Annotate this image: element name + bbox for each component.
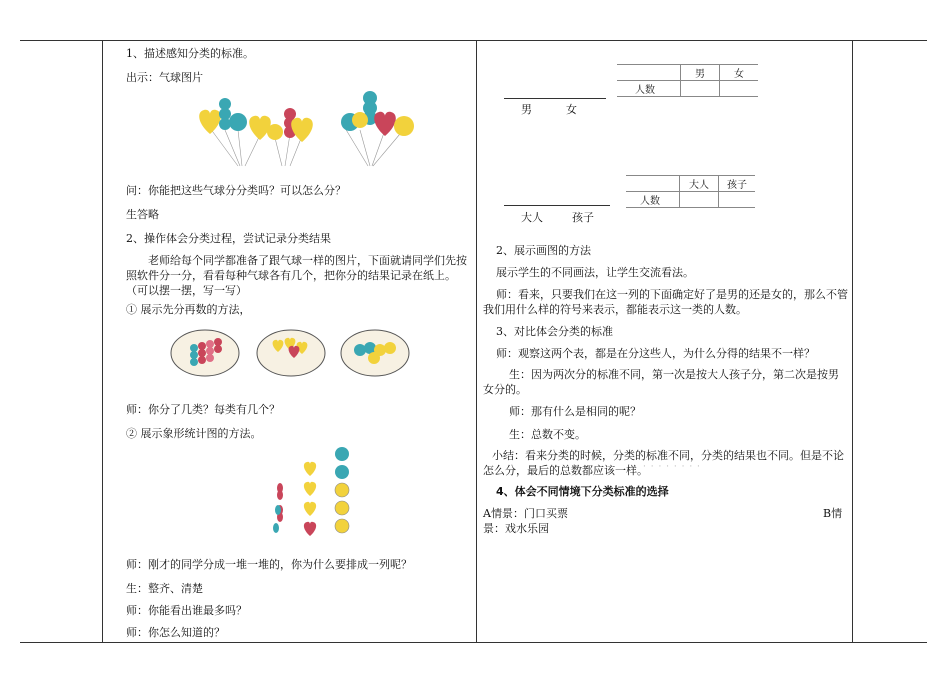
- gender-label-female: 女: [566, 103, 577, 116]
- right-section4-title: 4、体会不同情境下分类标准的选择: [496, 485, 669, 498]
- table-cell: [720, 81, 759, 97]
- age-table: [626, 175, 755, 208]
- table-cell: 孩子: [719, 176, 756, 192]
- col-divider-2: [476, 40, 477, 643]
- table-bottom-border: [20, 642, 927, 643]
- table-top-border: [20, 40, 927, 41]
- table-cell: [626, 176, 680, 192]
- right-section2-teacher: 师：看来，只要我们在这一列的下面确定好了是男的还是女的，那么不管我们用什么样的符号来表示，都能表示这一类的人数。: [483, 288, 848, 316]
- right-section3-question: 师：观察这两个表，都是在分这些人，为什么分得的结果不一样？: [496, 347, 815, 360]
- age-line: [504, 205, 610, 206]
- gender-table: [617, 64, 758, 97]
- age-label-child: 孩子: [572, 211, 594, 224]
- col-divider-3: [852, 40, 853, 643]
- method-1-label: ① 展示先分再数的方法，: [126, 303, 251, 316]
- right-section3-title: 3、对比体会分类的标准: [496, 325, 613, 338]
- section2-title: 2、操作体会分类过程，尝试记录分类结果: [126, 232, 331, 245]
- gender-line: [504, 98, 606, 99]
- right-section3-answer: 生：因为两次分的标准不同，第一次是按大人孩子分，第二次是按男女分的。: [483, 368, 839, 396]
- grouped-balloons-picture: [170, 328, 415, 378]
- method-2-label: ② 展示象形统计图的方法。: [126, 427, 262, 440]
- balloon-show-label: 出示：气球图片: [126, 71, 203, 84]
- question-3: 师：刚才的同学分成一堆一堆的，你为什么要排成一列呢？: [126, 558, 412, 571]
- question-5: 师：你怎么知道的？: [126, 626, 225, 639]
- age-label-adult: 大人: [521, 211, 543, 224]
- right-section2-title: 2、展示画图的方法: [496, 244, 591, 257]
- question-2: 师：你分了几类？每类有几个？: [126, 403, 280, 416]
- gender-label-male: 男: [521, 103, 532, 116]
- table-cell: 大人: [680, 176, 719, 192]
- table-cell: 男: [681, 65, 720, 81]
- table-cell: [719, 192, 756, 208]
- table-cell: 人数: [617, 81, 681, 97]
- right-section3-answer-2: 生：总数不变。: [509, 428, 586, 441]
- right-section3-question-2: 师：那有什么是相同的呢？: [509, 405, 641, 418]
- section1-title: 1、描述感知分类的标准。: [126, 47, 254, 60]
- pictograph-chart: [270, 446, 360, 541]
- scenario-b: B情: [823, 507, 843, 520]
- table-cell: [617, 65, 681, 81]
- section2-paragraph: 老师给每个同学都准备了跟气球一样的图片，下面就请同学们先按照软件分一分，看看每种气球各有几个，把你分的结果记录在纸上。（可以摆一摆，写一写）: [126, 254, 467, 297]
- question-1: 问：你能把这些气球分分类吗？可以怎么分？: [126, 184, 346, 197]
- question-4: 师：你能看出谁最多吗？: [126, 604, 247, 617]
- dotted-underline: · · · · · · · ·: [643, 462, 701, 472]
- table-cell: [681, 81, 720, 97]
- table-cell: [680, 192, 719, 208]
- col-divider-1: [102, 40, 103, 643]
- answer-3: 生：整齐、清楚: [126, 582, 203, 595]
- scenario-b-cont: 景：戏水乐园: [483, 522, 549, 535]
- table-cell: 人数: [626, 192, 680, 208]
- right-section2-text: 展示学生的不同画法，让学生交流看法。: [496, 266, 694, 279]
- table-cell: 女: [720, 65, 759, 81]
- summary-text: 小结：看来分类的时候，分类的标准不同，分类的结果也不同。但是不论怎么分，最后的总数都应该一样。: [483, 449, 844, 477]
- balloon-picture: [190, 90, 420, 170]
- scenario-a: A情景：门口买票: [483, 507, 568, 520]
- answer-1: 生答略: [126, 208, 159, 221]
